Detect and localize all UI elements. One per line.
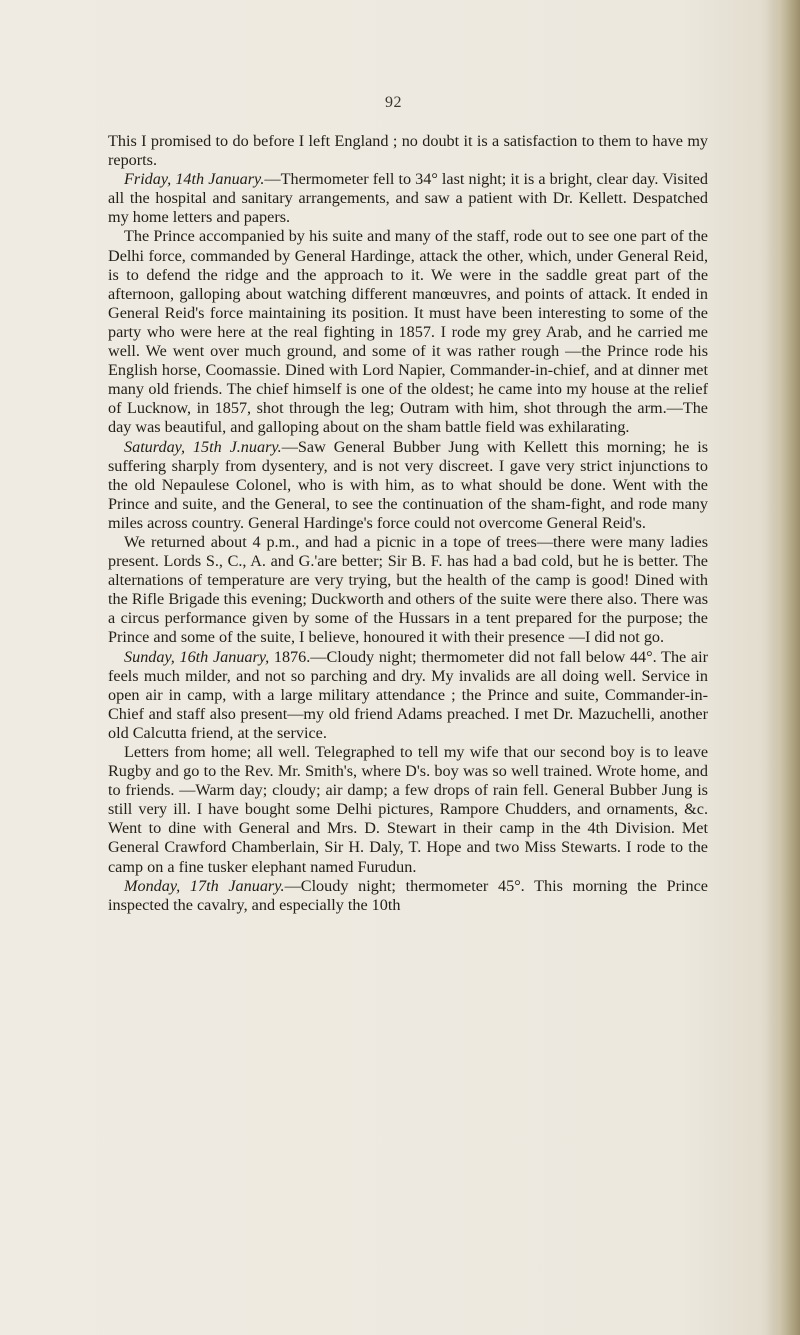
body-text — [108, 132, 708, 915]
entry-text: 1876.—Cloudy night; thermometer did not fall below 44°. The air feels much milder, and not so parching and dry. My invalids are all doing well. Service in open air in camp, with a large military attendance ; the Prince and suite, Commander-in-Chief and staff also present—my old friend Adams preached. I met Dr. Mazuchelli, another old Calcutta friend, at the service. — [108, 647, 708, 742]
page-binding-shadow — [766, 0, 800, 1335]
paragraph-text: Letters from home; all well. Telegraphed to tell my wife that our second boy is to leave Rugby and go to the Rev. Mr. Smith's, where D's. boy was so well trained. Wrote home, and to friends. —Warm day; cloudy; air damp; a few drops of rain fell. General Bubber Jung is still very ill. I have bought some Delhi pictures, Rampore Chudders, and ornaments, &c. Went to dine with General and Mrs. D. Stewart in their camp in the 4th Division. Met General Crawford Chamberlain, Sir H. Daly, T. Hope and two Miss Stewarts. I rode to the camp on a fine tusker elephant named Furudun. — [108, 743, 708, 876]
paragraph-text: We returned about 4 p.m., and had a picnic in a tope of trees—there were many ladies present. Lords S., C., A. and G.'are better; Sir B. F. has had a bad cold, but he is better. The alternations of temperature are very trying, but the health of the camp is good! Dined with the Rifle Brigade this evening; Duckworth and others of the suite were there also. There was a circus performance given by some of the Hussars in a tent prepared for the purpose; the Prince and some of the suite, I believe, honoured it with their presence —I did not go. — [108, 532, 708, 647]
diary-entry-friday-14th — [108, 170, 708, 227]
paragraph-sham-battle — [108, 227, 708, 437]
entry-date: Friday, 14th January. — [124, 170, 265, 189]
paragraph-picnic — [108, 533, 708, 648]
diary-entry-sunday-16th — [108, 648, 708, 743]
entry-text: —Saw General Bubber Jung with Kellett this morning; he is suffering sharply from dysentery, and is not very discreet. I gave very strict injunctions to the old Nepaulese Colonel, who is with him, as to what should be done. Went with the Prince and suite, and the General, to see the continuation of the sham-fight, and rode many miles across country. General Hardinge's force could not overcome General Reid's. — [108, 437, 708, 532]
entry-date: Monday, 17th January. — [124, 876, 285, 895]
entry-text: —Thermometer fell to 34° last night; it is a bright, clear day. Visited all the hospital and sanitary arrangements, and saw a patient with Dr. Kellett. Despatched my home letters and papers. — [108, 170, 708, 227]
entry-date: Sunday, 16th January, — [124, 647, 270, 666]
paragraph-text: This I promised to do before I left England ; no doubt it is a satisfaction to them to have my reports. — [108, 132, 708, 170]
paragraph-text: The Prince accompanied by his suite and many of the staff, rode out to see one part of the Delhi force, commanded by General Hardinge, attack the other, which, under General Reid, is to defend the ridge and the approach to it. We were in the saddle great part of the afternoon, galloping about watching different manœuvres, and points of attack. It ended in General Reid's force maintaining its position. It must have been interesting to some of the party who were here at the real fighting in 1857. I rode my grey Arab, and he carried me well. We went over much ground, and some of it was rather rough —the Prince rode his English horse, Coomassie. Dined with Lord Napier, Commander-in-chief, and at dinner met many old friends. The chief himself is one of the oldest; he came into my house at the relief of Lucknow, in 1857, shot through the leg; Outram with him, shot through the arm.—The day was beautiful, and galloping about on the sham battle field was exhilarating. — [108, 227, 708, 437]
paragraph-letters-from-home — [108, 743, 708, 877]
page-number: 92 — [385, 94, 402, 111]
diary-entry-saturday-15th — [108, 438, 708, 533]
diary-entry-monday-17th — [108, 877, 708, 915]
entry-text: —Cloudy night; thermometer 45°. This morning the Prince inspected the cavalry, and especially the 10th — [108, 876, 708, 914]
paragraph-continuation — [108, 132, 708, 170]
entry-date: Saturday, 15th J.nuary. — [124, 437, 282, 456]
